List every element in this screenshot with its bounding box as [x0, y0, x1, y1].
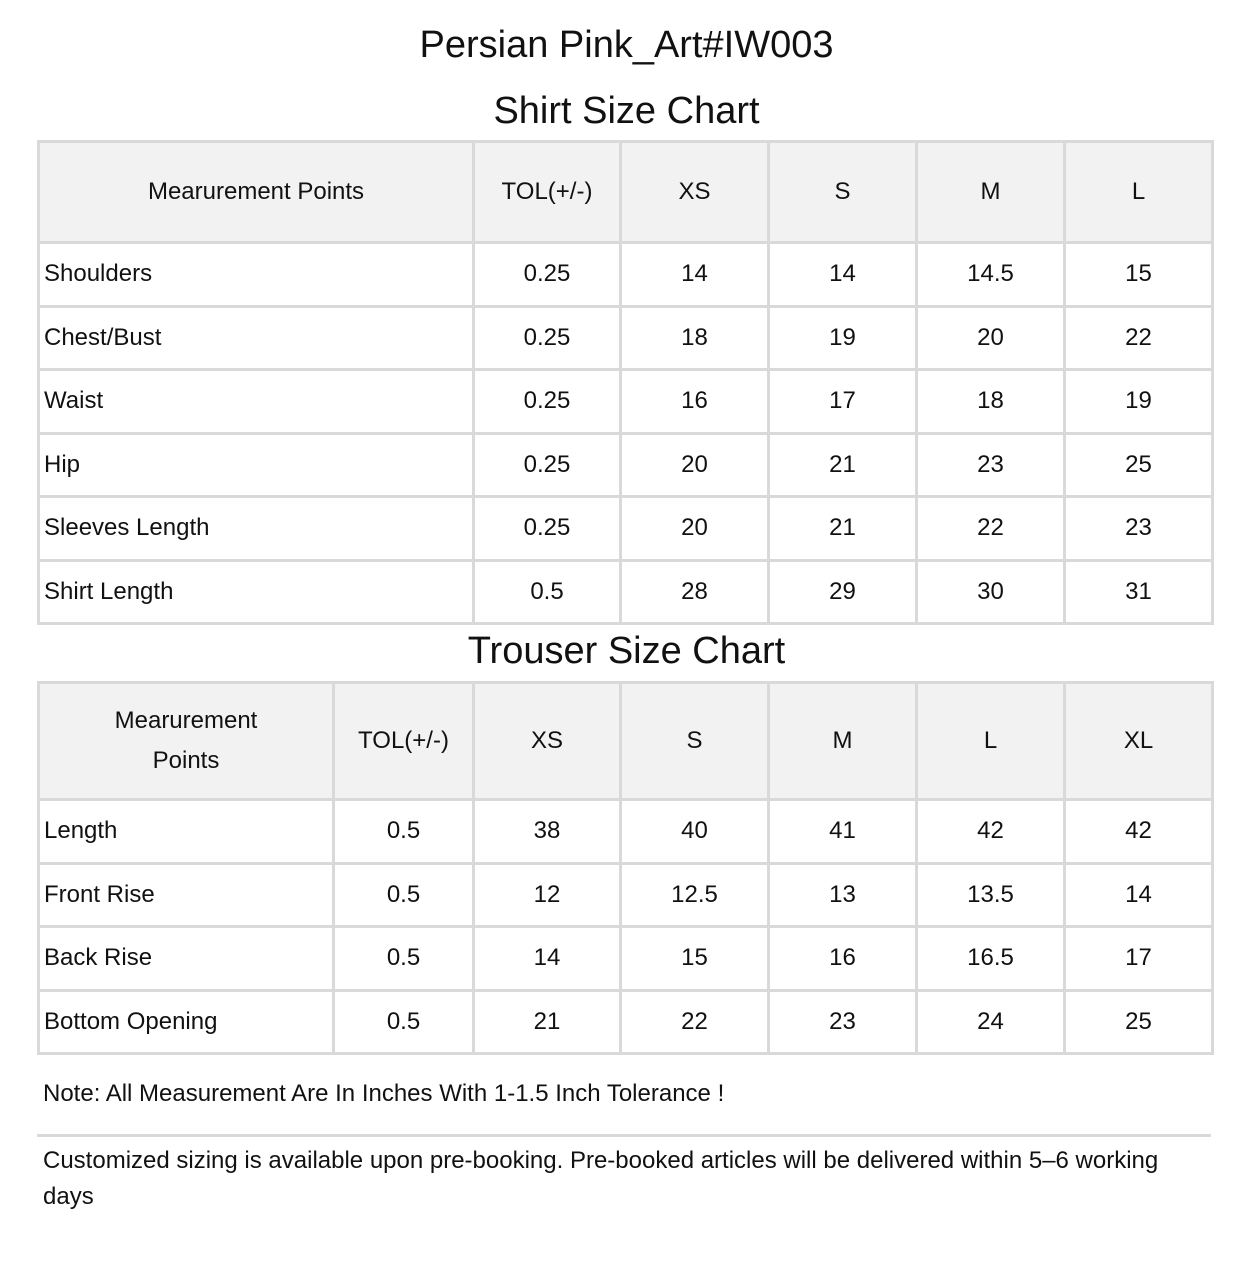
size-cell: 13: [769, 863, 917, 927]
size-cell: 21: [474, 990, 621, 1054]
tolerance-cell: 0.5: [334, 863, 474, 927]
header-size-xs: XS: [474, 683, 621, 800]
header-size-m: M: [769, 683, 917, 800]
table-row: [39, 927, 1213, 991]
table-row: [39, 433, 1213, 497]
size-cell: 22: [917, 497, 1065, 561]
tolerance-cell: 0.25: [474, 433, 621, 497]
size-cell: 21: [769, 433, 917, 497]
size-cell: 14: [621, 243, 769, 307]
row-label: Waist: [39, 370, 474, 434]
tolerance-cell: 0.5: [334, 990, 474, 1054]
size-cell: 19: [1065, 370, 1213, 434]
size-cell: 16: [621, 370, 769, 434]
table-header-row: [39, 142, 1213, 243]
size-cell: 19: [769, 306, 917, 370]
header-size-m: M: [917, 142, 1065, 243]
row-label: Chest/Bust: [39, 306, 474, 370]
size-cell: 16: [769, 927, 917, 991]
size-cell: 17: [1065, 927, 1213, 991]
trouser-size-table: [37, 681, 1214, 1055]
section-divider: [37, 1134, 1211, 1137]
size-cell: 14: [769, 243, 917, 307]
row-label: Hip: [39, 433, 474, 497]
row-label: Length: [39, 800, 334, 864]
size-cell: 15: [1065, 243, 1213, 307]
header-measurement-points: Mearurement Points: [39, 683, 334, 800]
size-cell: 20: [621, 497, 769, 561]
size-cell: 18: [917, 370, 1065, 434]
header-size-s: S: [769, 142, 917, 243]
table-header-row: [39, 683, 1213, 800]
custom-sizing-note: Customized sizing is available upon pre-booking. Pre-booked articles will be delivered within 5–6 working days: [43, 1147, 1159, 1210]
size-cell: 13.5: [917, 863, 1065, 927]
header-measurement-points: Mearurement Points: [39, 142, 474, 243]
table-row: [39, 560, 1213, 624]
table-row: [39, 306, 1213, 370]
table-row: [39, 243, 1213, 307]
size-cell: 25: [1065, 433, 1213, 497]
size-cell: 28: [621, 560, 769, 624]
header-tolerance: TOL(+/-): [474, 142, 621, 243]
size-cell: 29: [769, 560, 917, 624]
size-cell: 20: [621, 433, 769, 497]
header-size-s: S: [621, 683, 769, 800]
tolerance-cell: 0.25: [474, 306, 621, 370]
tolerance-cell: 0.5: [474, 560, 621, 624]
size-cell: 25: [1065, 990, 1213, 1054]
tolerance-cell: 0.25: [474, 243, 621, 307]
size-cell: 14: [1065, 863, 1213, 927]
row-label: Bottom Opening: [39, 990, 334, 1054]
size-cell: 15: [621, 927, 769, 991]
size-cell: 42: [917, 800, 1065, 864]
table-row: [39, 370, 1213, 434]
header-size-xs: XS: [621, 142, 769, 243]
table-row: [39, 497, 1213, 561]
size-cell: 22: [621, 990, 769, 1054]
tolerance-cell: 0.5: [334, 800, 474, 864]
size-cell: 42: [1065, 800, 1213, 864]
size-cell: 12: [474, 863, 621, 927]
size-cell: 20: [917, 306, 1065, 370]
size-cell: 24: [917, 990, 1065, 1054]
page-title: Persian Pink_Art#IW003: [419, 24, 834, 66]
shirt-size-table: [37, 140, 1214, 625]
size-cell: 23: [917, 433, 1065, 497]
shirt-chart-title: Shirt Size Chart: [493, 90, 760, 132]
row-label: Front Rise: [39, 863, 334, 927]
size-cell: 30: [917, 560, 1065, 624]
size-cell: 31: [1065, 560, 1213, 624]
row-label: Shoulders: [39, 243, 474, 307]
size-cell: 17: [769, 370, 917, 434]
size-cell: 14.5: [917, 243, 1065, 307]
size-cell: 12.5: [621, 863, 769, 927]
size-cell: 23: [1065, 497, 1213, 561]
row-label: Back Rise: [39, 927, 334, 991]
header-size-l: L: [1065, 142, 1213, 243]
header-size-l: L: [917, 683, 1065, 800]
size-cell: 41: [769, 800, 917, 864]
row-label: Sleeves Length: [39, 497, 474, 561]
size-cell: 40: [621, 800, 769, 864]
size-cell: 38: [474, 800, 621, 864]
size-cell: 14: [474, 927, 621, 991]
row-label: Shirt Length: [39, 560, 474, 624]
tolerance-cell: 0.25: [474, 497, 621, 561]
size-cell: 21: [769, 497, 917, 561]
size-cell: 18: [621, 306, 769, 370]
tolerance-cell: 0.5: [334, 927, 474, 991]
table-row: [39, 990, 1213, 1054]
tolerance-cell: 0.25: [474, 370, 621, 434]
table-row: [39, 800, 1213, 864]
header-size-xl: XL: [1065, 683, 1213, 800]
size-cell: 23: [769, 990, 917, 1054]
measurement-note: Note: All Measurement Are In Inches With 1-1.5 Inch Tolerance !: [43, 1080, 725, 1107]
size-cell: 16.5: [917, 927, 1065, 991]
size-cell: 22: [1065, 306, 1213, 370]
table-row: [39, 863, 1213, 927]
header-tolerance: TOL(+/-): [334, 683, 474, 800]
trouser-chart-title: Trouser Size Chart: [467, 630, 786, 672]
